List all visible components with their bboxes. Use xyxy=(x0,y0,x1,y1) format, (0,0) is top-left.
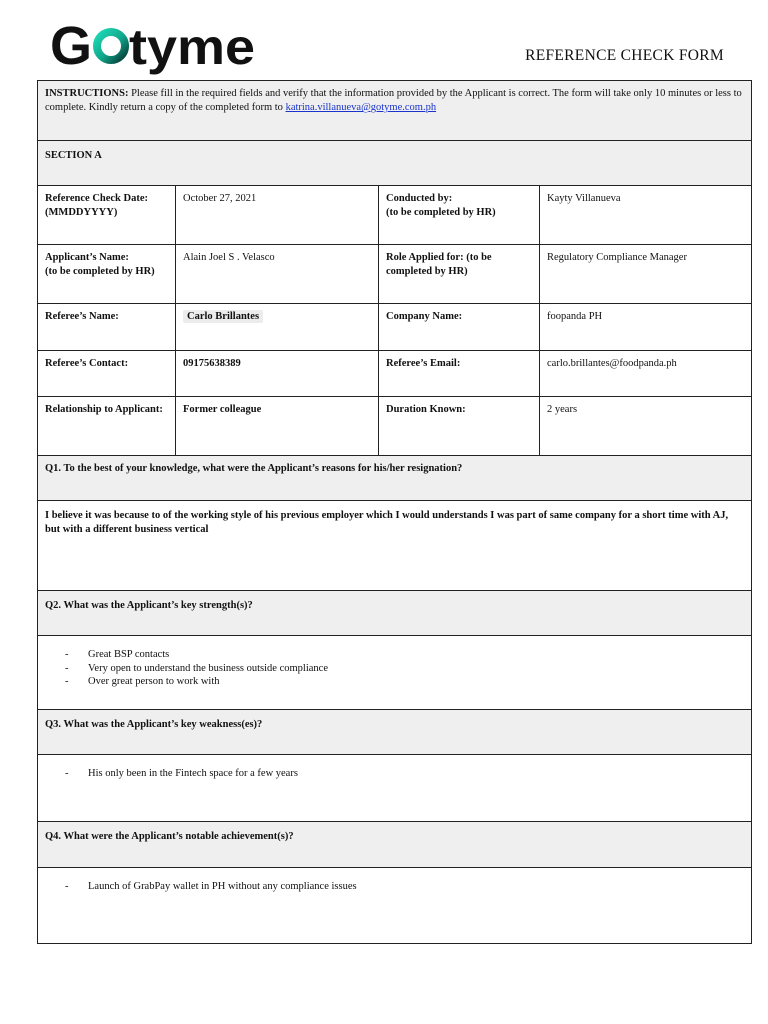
logo-letters-tyme: tyme xyxy=(129,19,255,75)
contact-label: Referee’s Contact: xyxy=(38,351,176,397)
q4-question: Q4. What were the Applicant’s notable achievement(s)? xyxy=(38,822,752,868)
q4-answer-row xyxy=(38,868,752,944)
q4-question-row xyxy=(38,822,752,868)
relationship-label: Relationship to Applicant: xyxy=(38,397,176,456)
section-title: SECTION A xyxy=(38,141,752,186)
applicant-hint: (to be completed by HR) xyxy=(45,266,155,278)
email-label: Referee’s Email: xyxy=(379,351,540,397)
conducted-hint: (to be completed by HR) xyxy=(386,207,496,219)
row-referee-company xyxy=(38,304,752,351)
q2-answer-row xyxy=(38,636,752,710)
conducted-label: Conducted by: xyxy=(386,193,453,204)
instructions-email-link[interactable]: katrina.villanueva@gotyme.com.ph xyxy=(285,102,437,114)
q2-answer-list xyxy=(45,648,744,689)
applicant-value[interactable]: Alain Joel S . Velasco xyxy=(176,245,379,304)
list-item: - Very open to understand the business outside compliance xyxy=(65,662,744,676)
row-contact-email xyxy=(38,351,752,397)
referee-value: Carlo Brillantes xyxy=(183,310,263,323)
row-relationship-duration xyxy=(38,397,752,456)
row-date-conducted xyxy=(38,186,752,245)
q4-answer-cell[interactable] xyxy=(38,868,752,944)
conducted-label-cell xyxy=(379,186,540,245)
gotyme-logo xyxy=(50,14,260,76)
section-a-row xyxy=(38,141,752,186)
company-label: Company Name: xyxy=(379,304,540,351)
instructions-cell xyxy=(38,81,752,141)
referee-label: Referee’s Name: xyxy=(38,304,176,351)
list-item: - His only been in the Fintech space for a few years xyxy=(65,767,744,781)
q1-answer[interactable]: I believe it was because to of the working style of his previous employer which I would understands I was part of same company for a short time with AJ, but with a different business vertical xyxy=(38,501,752,591)
ref-date-hint: (MMDDYYYY) xyxy=(45,207,118,219)
ref-date-value[interactable]: October 27, 2021 xyxy=(176,186,379,245)
q3-answer-row xyxy=(38,755,752,822)
q3-question: Q3. What was the Applicant’s key weakness(es)? xyxy=(38,710,752,755)
ref-date-label: Reference Check Date: xyxy=(45,193,149,204)
email-value[interactable]: carlo.brillantes@foodpanda.ph xyxy=(540,351,752,397)
role-label: Role Applied for: (to be completed by HR) xyxy=(379,245,540,304)
ref-date-label-cell xyxy=(38,186,176,245)
q1-answer-row xyxy=(38,501,752,591)
row-applicant-role xyxy=(38,245,752,304)
q3-question-row xyxy=(38,710,752,755)
list-item: - Launch of GrabPay wallet in PH without any compliance issues xyxy=(65,880,744,894)
instructions-row xyxy=(38,81,752,141)
q4-answer-list xyxy=(45,880,744,894)
list-item: - Great BSP contacts xyxy=(65,648,744,662)
duration-label: Duration Known: xyxy=(379,397,540,456)
q2-answer-cell[interactable] xyxy=(38,636,752,710)
q1-question-row xyxy=(38,456,752,501)
role-value[interactable]: Regulatory Compliance Manager xyxy=(540,245,752,304)
form-title: REFERENCE CHECK FORM xyxy=(525,47,724,64)
applicant-label: Applicant’s Name: xyxy=(45,252,129,263)
q3-answer-list xyxy=(45,767,744,781)
q1-question: Q1. To the best of your knowledge, what were the Applicant’s reasons for his/her resignation? xyxy=(38,456,752,501)
conducted-value[interactable]: Kayty Villanueva xyxy=(540,186,752,245)
company-value[interactable]: foopanda PH xyxy=(540,304,752,351)
list-item: - Over great person to work with xyxy=(65,675,744,689)
q3-answer-cell[interactable] xyxy=(38,755,752,822)
applicant-label-cell xyxy=(38,245,176,304)
reference-check-table xyxy=(37,80,752,944)
duration-value[interactable]: 2 years xyxy=(540,397,752,456)
q2-question-row xyxy=(38,591,752,636)
instructions-label: INSTRUCTIONS: xyxy=(45,88,129,99)
q2-question: Q2. What was the Applicant’s key strength(s)? xyxy=(38,591,752,636)
logo-ring xyxy=(97,32,125,60)
logo-letter-g: G xyxy=(50,16,93,76)
contact-value[interactable]: 09175638389 xyxy=(176,351,379,397)
relationship-value[interactable]: Former colleague xyxy=(176,397,379,456)
instructions-text: Please fill in the required fields and verify that the information provided by the Applicant is correct. The form will take only 10 minutes or less to complete. Kindly return a copy of the completed form to xyxy=(45,88,742,114)
referee-value-cell[interactable] xyxy=(176,304,379,351)
